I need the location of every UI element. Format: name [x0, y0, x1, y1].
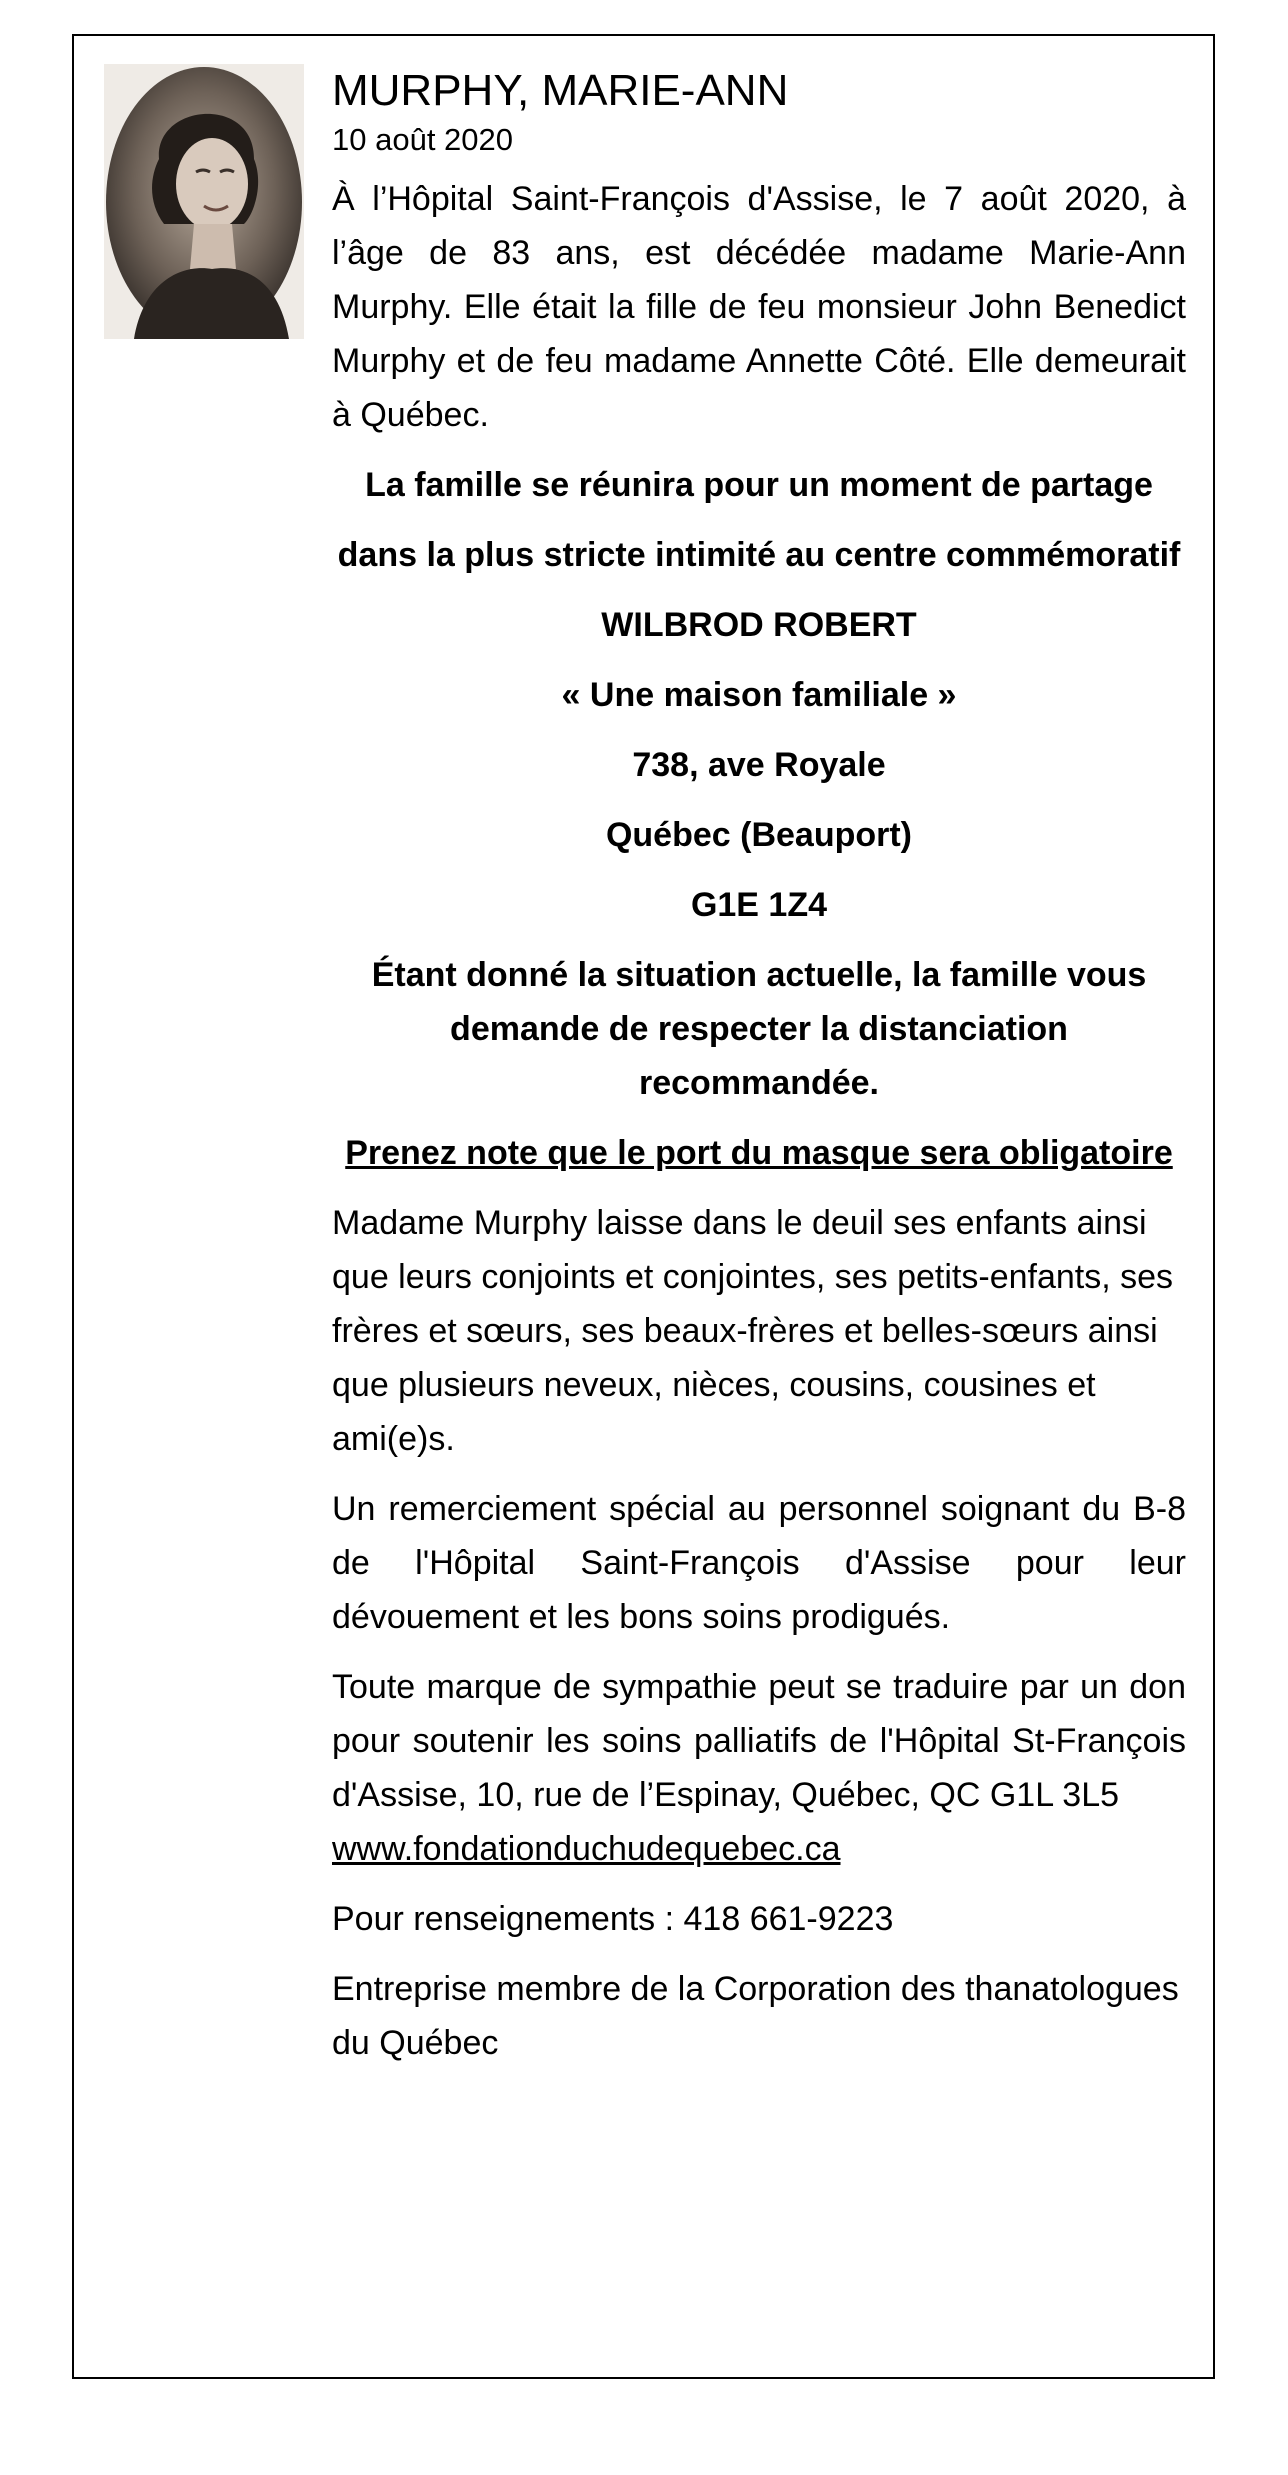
address-street: 738, ave Royale: [632, 746, 886, 784]
center-name: WILBROD ROBERT: [601, 606, 917, 644]
thanks-paragraph: Un remerciement spécial au personnel soignant du B-8 de l'Hôpital Saint-François d'Assise pour leur dévouement et les bons soins prodigués.: [332, 1490, 1186, 1636]
obituary-content: [332, 62, 1186, 2086]
distancing-notice: Étant donné la situation actuelle, la famille vous demande de respecter la distanciation recommandée.: [371, 956, 1147, 1102]
info-line: Pour renseignements : 418 661-9223: [332, 1900, 894, 1938]
publication-date: 10 août 2020: [332, 122, 514, 157]
intro-paragraph: À l’Hôpital Saint-François d'Assise, le 7 août 2020, à l’âge de 83 ans, est décédée madame Marie-Ann Murphy. Elle était la fille de feu monsieur John Benedict Murphy et de feu madame Annette Côté. Elle demeurait à Québec.: [332, 180, 1186, 434]
deceased-name: MURPHY, MARIE-ANN: [332, 66, 789, 115]
gathering-line-2: dans la plus stricte intimité au centre commémoratif: [337, 536, 1181, 574]
mask-notice: Prenez note que le port du masque sera obligatoire: [345, 1134, 1173, 1172]
donation-paragraph: [332, 1660, 1186, 1876]
donation-text: Toute marque de sympathie peut se traduire par un don pour soutenir les soins palliatifs de l'Hôpital St-François d'Assise, 10, rue de l’Espinay, Québec, QC G1L 3L5: [332, 1668, 1186, 1814]
portrait-photo: [104, 64, 304, 339]
address-city: Québec (Beauport): [605, 816, 913, 854]
center-tagline: « Une maison familiale »: [561, 676, 957, 714]
address-postal: G1E 1Z4: [690, 886, 828, 924]
family-paragraph: Madame Murphy laisse dans le deuil ses enfants ainsi que leurs conjoints et conjointes, ses petits-enfants, ses frères et sœurs, ses beaux-frères et belles-sœurs ainsi que plusieurs neveux, nièces, cousins, cousines et ami(e)s.: [332, 1204, 1174, 1458]
donation-link[interactable]: www.fondationduchudequebec.ca: [332, 1830, 841, 1868]
membership-line: Entreprise membre de la Corporation des thanatologues du Québec: [332, 1970, 1179, 2062]
gathering-line-1: La famille se réunira pour un moment de partage: [365, 466, 1153, 504]
